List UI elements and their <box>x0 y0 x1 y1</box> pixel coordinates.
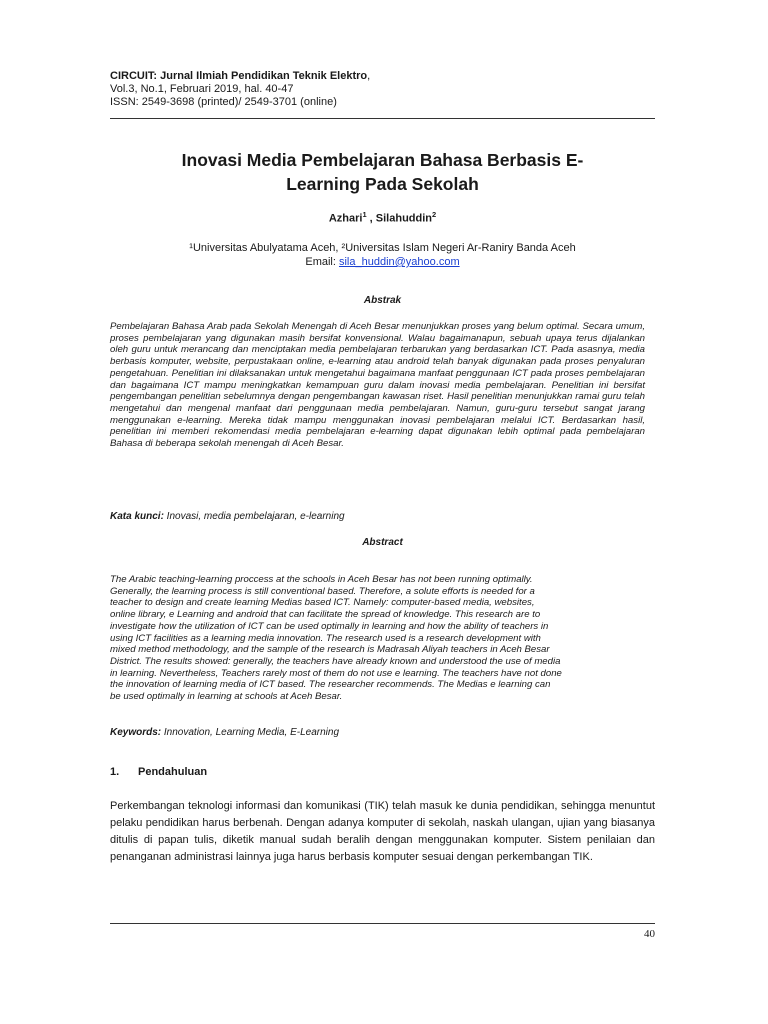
journal-page <box>110 0 655 1024</box>
abstract-heading: Abstract <box>362 537 403 548</box>
email-line <box>110 255 655 269</box>
title-line-2: Learning Pada Sekolah <box>286 174 479 194</box>
journal-name-line <box>110 70 655 83</box>
abstract-line: teacher to design and create learning Medias based ICT. Namely: computer-based media, websites, <box>110 597 535 609</box>
page-number: 40 <box>644 928 655 940</box>
section-body: Perkembangan teknologi informasi dan komunikasi (TIK) telah masuk ke dunia pendidikan, sehingga menuntut pelaku pendidikan harus berbenah. Dengan adanya komputer di sekolah, naskah ulangan, ujian yang biasanya ditulis di papan tulis, diketik manual sudah beralih dengan menggunakan komputer. Sistem penilaian dan penanganan administrasi lainnya juga harus berbasis komputer sesuai dengan perkembangan TIK. <box>110 800 655 863</box>
title-line-1: Inovasi Media Pembelajaran Bahasa Berbasis E- <box>181 150 584 170</box>
keywords <box>110 727 655 738</box>
journal-name: CIRCUIT: Jurnal Ilmiah Pendidikan Teknik Elektro <box>110 70 368 82</box>
kata-kunci-values: Inovasi, media pembelajaran, e-learning <box>163 511 345 522</box>
journal-issn: ISSN: 2549-3698 (printed)/ 2549-3701 (online) <box>110 96 337 108</box>
abstract-line: using ICT facilities as a learning media innovation. The research used is a research development with <box>110 632 541 644</box>
author-1-sup: 1 <box>362 210 367 219</box>
author-list <box>110 210 655 225</box>
abstract-body <box>110 574 645 703</box>
abstract-line: The Arabic teaching-learning proccess at the schools in Aceh Besar has not been running optimally. <box>110 574 533 585</box>
journal-header <box>110 70 655 109</box>
journal-name-suffix: , <box>367 70 371 82</box>
footer-divider <box>110 923 655 924</box>
kata-kunci-label: Kata kunci: <box>110 511 164 522</box>
abstract-line: mixed method methodology, and the sample of the research is Madrasah Aliyah teachers in Aceh Besar <box>110 644 550 656</box>
author-2-sup: 2 <box>432 210 437 219</box>
journal-volume: Vol.3, No.1, Februari 2019, hal. 40-47 <box>110 83 294 95</box>
email-label: Email: <box>305 256 339 268</box>
article-title <box>110 148 655 196</box>
author-2: Silahuddin <box>375 212 433 225</box>
abstrak-body: Pembelajaran Bahasa Arab pada Sekolah Menengah di Aceh Besar menunjukkan proses yang belum optimal. Secara umum, proses pembelajaran yang digunakan masih bersifat konvensional. Walau bagaimanapun, sebuah upaya terus dijalankan oleh guru untuk merancang dan menciptakan media pembelajaran terbarukan yang berdasarkan ICT. Pada asasnya, media berbasis komputer, website, perpustakaan online, e-learning atau android telah banyak digunakan pada proses penyaluran pengetahuan. Penelitian ini dilaksanakan untuk mengetahui bagaimana manfaat penggunaan ICT pada proses pembelajaran dan bagaimana ICT mampu meningkatkan kemampuan guru dalam inovasi media pembelajaran. Penelitian ini bersifat pengembangan penelitian sebelumnya dengan pengembangan kawasan riset. Hasil penelitian menunjukkan ramai guru telah mengetahui dan mengenal manfaat dari penggunaan media pembelajaran. Namun, guru-guru tersebut sangat jarang menggunakan e-learning. Mereka tidak mampu menggunakan inovasi pembelajaran melalui ICT. Berdasarkan hasil, penelitian ini memberi rekomendasi media pembelajaran e-learning dapat digunakan lebih optimal pada pembelajaran Bahasa di beberapa sekolah menengah di Aceh Besar. <box>110 321 645 450</box>
abstract-line: District. The results showed: generally, the teachers have already known and understood the use of media <box>110 655 561 667</box>
abstract-line: the innovation of learning media of ICT based. The researcher recommends. The Medias e learning can <box>110 679 551 691</box>
abstrak-heading: Abstrak <box>363 295 402 306</box>
keywords-label: Keywords: <box>110 727 162 738</box>
author-separator: , <box>366 212 376 225</box>
abstract-line: be used optimally in learning at schools at Aceh Besar. <box>110 691 343 703</box>
author-1: Azhari <box>328 212 363 225</box>
abstract-line: in learning. Nevertheless, Teachers rarely most of them do not use e learning. The teachers have not done <box>110 667 562 679</box>
section-number: 1. <box>110 766 120 778</box>
abstract-line: Generally, the learning process is still conventional based. Therefore, a solute efforts is needed for a <box>110 585 535 597</box>
section-heading <box>110 766 207 778</box>
email-link[interactable]: sila_huddin@yahoo.com <box>338 256 460 268</box>
affiliations: ¹Universitas Abulyatama Aceh, ²Universitas Islam Negeri Ar-Raniry Banda Aceh <box>189 242 576 254</box>
keywords-values: Innovation, Learning Media, E-Learning <box>161 727 340 738</box>
abstract-line: online library, e Learning and android that can facilitate the spread of knowledge. This research are to <box>110 609 541 621</box>
header-divider <box>110 118 655 119</box>
affiliation-block <box>110 241 655 269</box>
section-title: Pendahuluan <box>138 766 208 778</box>
abstract-line: investigate how the utilization of ICT can be used optimally in learning and how the ability of teachers in <box>110 620 549 632</box>
kata-kunci <box>110 511 655 522</box>
